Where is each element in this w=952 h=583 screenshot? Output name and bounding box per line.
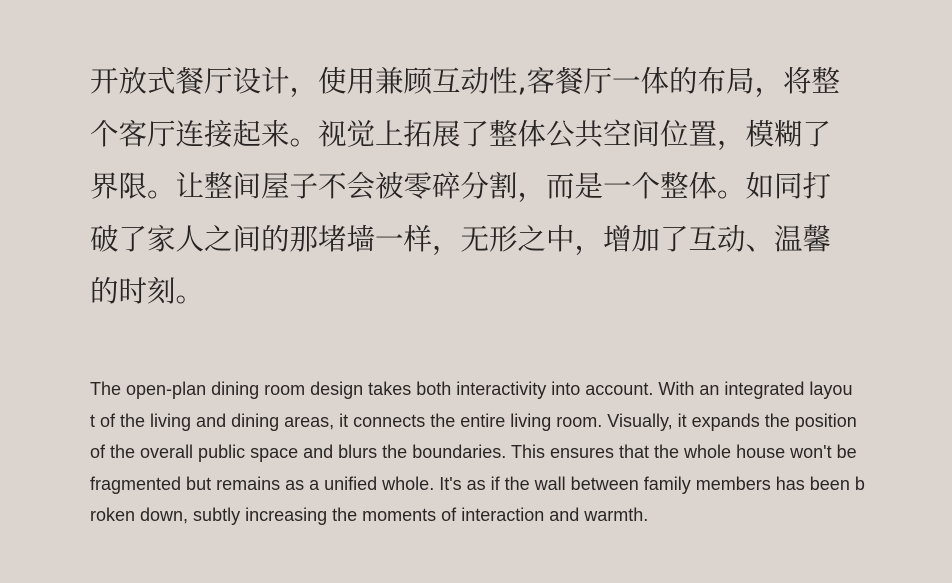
english-line-3: of the overall public space and blurs the boundaries. This ensures that the whole house won't be — [90, 442, 857, 462]
chinese-line-4: 破了家人之间的那堵墙一样，无形之中，增加了互动、温馨 — [90, 222, 832, 256]
english-line-5: roken down, subtly increasing the moments of interaction and warmth. — [90, 505, 649, 525]
english-line-1: The open-plan dining room design takes both interactivity into account. With an integrated layou — [90, 379, 853, 399]
english-line-4: fragmented but remains as a unified whole. It's as if the wall between family members has been b — [90, 473, 865, 494]
chinese-line-5: 的时刻。 — [90, 275, 205, 308]
chinese-paragraph — [90, 56, 890, 319]
chinese-line-3: 界限。让整间屋子不会被零碎分割，而是一个整体。如同打 — [90, 170, 832, 203]
english-paragraph — [90, 374, 890, 532]
english-line-2: t of the living and dining areas, it connects the entire living room. Visually, it expands the position — [90, 410, 857, 431]
chinese-line-1: 开放式餐厅设计，使用兼顾互动性,客餐厅一体的布局，将整 — [90, 65, 841, 98]
chinese-line-2: 个客厅连接起来。视觉上拓展了整体公共空间位置，模糊了 — [90, 117, 832, 151]
